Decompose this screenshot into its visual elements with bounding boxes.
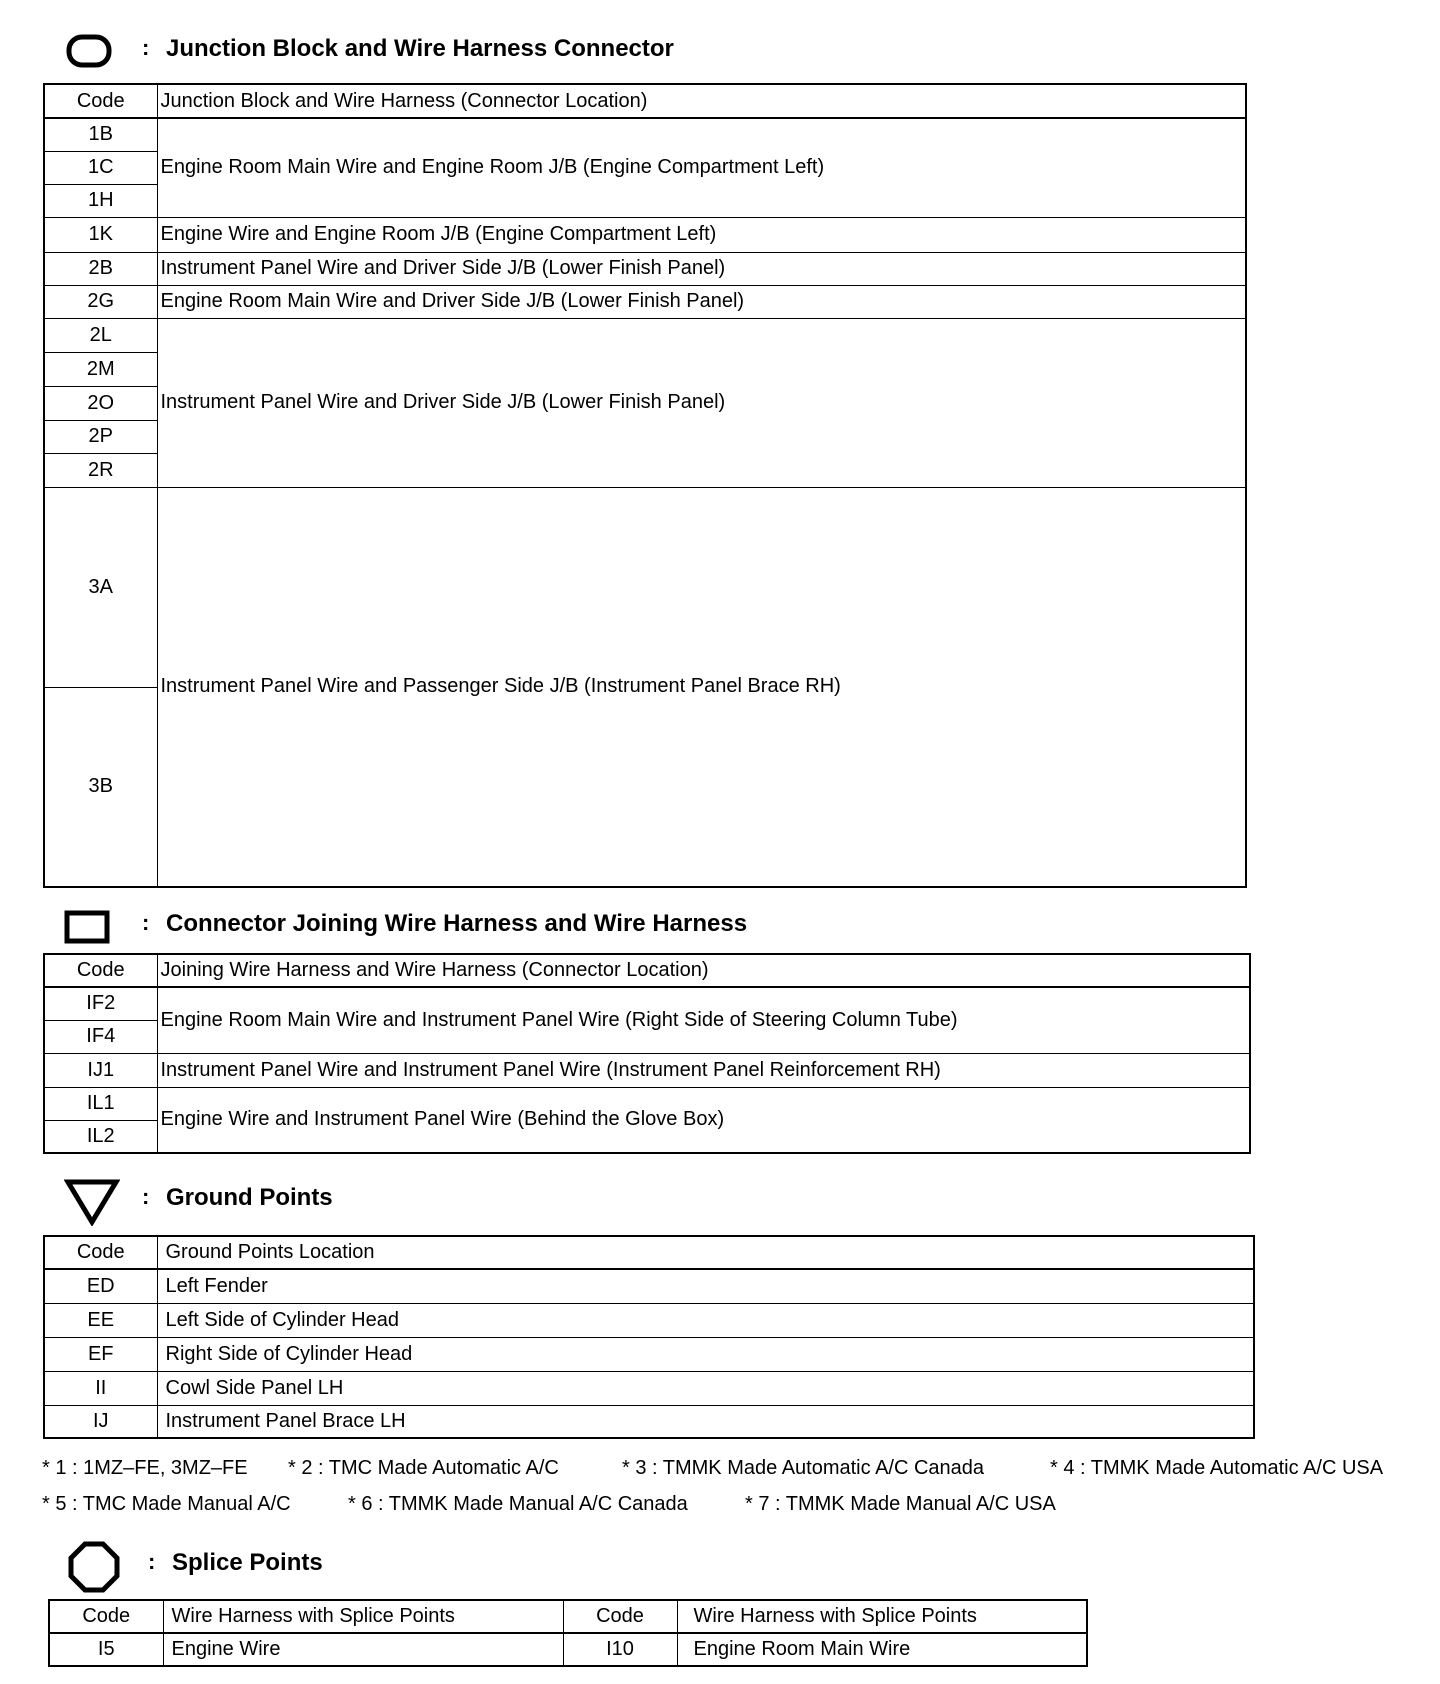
location-cell: Instrument Panel Wire and Passenger Side J/B (Instrument Panel Brace RH) bbox=[157, 487, 1246, 887]
code-cell: 1B bbox=[44, 118, 157, 151]
joining-table bbox=[43, 953, 1251, 1154]
code-cell: IJ1 bbox=[44, 1053, 157, 1087]
code-cell: 2R bbox=[44, 453, 157, 487]
code-cell: IF2 bbox=[44, 987, 157, 1020]
table-row bbox=[44, 285, 1246, 318]
table-header-row bbox=[44, 954, 1250, 987]
location-cell: Left Fender bbox=[157, 1269, 1254, 1303]
table-row bbox=[44, 118, 1246, 151]
octagon-icon bbox=[68, 1541, 120, 1593]
splice-colon: : bbox=[148, 1549, 156, 1574]
code-header: Code bbox=[44, 84, 157, 118]
footnote: * 2 : TMC Made Automatic A/C bbox=[288, 1457, 559, 1479]
table-row bbox=[44, 987, 1250, 1020]
table-header-row bbox=[44, 1236, 1254, 1269]
code-header: Code bbox=[563, 1600, 677, 1633]
code-cell: EF bbox=[44, 1337, 157, 1371]
location-cell: Engine Room Main Wire and Driver Side J/B (Lower Finish Panel) bbox=[157, 285, 1246, 318]
code-cell: 1H bbox=[44, 184, 157, 217]
square-icon bbox=[64, 910, 110, 944]
footnote: * 7 : TMMK Made Manual A/C USA bbox=[745, 1493, 1056, 1515]
location-cell: Engine Wire and Instrument Panel Wire (Behind the Glove Box) bbox=[157, 1087, 1250, 1153]
code-header: Code bbox=[44, 1236, 157, 1269]
footnote: * 3 : TMMK Made Automatic A/C Canada bbox=[622, 1457, 985, 1479]
splice-section-header bbox=[0, 1535, 900, 1595]
location-header: Junction Block and Wire Harness (Connector Location) bbox=[157, 84, 1246, 118]
junction-colon: : bbox=[142, 35, 150, 60]
location-cell: Instrument Panel Wire and Instrument Panel Wire (Instrument Panel Reinforcement RH) bbox=[157, 1053, 1250, 1087]
code-cell: EE bbox=[44, 1303, 157, 1337]
table-row bbox=[44, 318, 1246, 352]
code-cell: 3A bbox=[44, 487, 157, 687]
location-header: Ground Points Location bbox=[157, 1236, 1254, 1269]
code-cell: 1K bbox=[44, 217, 157, 252]
table-row bbox=[44, 1053, 1250, 1087]
table-header-row bbox=[49, 1600, 1087, 1633]
wire-harness-header: Wire Harness with Splice Points bbox=[163, 1600, 563, 1633]
table-row bbox=[44, 1371, 1254, 1405]
code-header: Code bbox=[49, 1600, 163, 1633]
junction-section-header bbox=[0, 0, 900, 80]
ground-colon: : bbox=[142, 1184, 150, 1209]
location-cell: Instrument Panel Wire and Driver Side J/B (Lower Finish Panel) bbox=[157, 318, 1246, 487]
wire-harness-cell: Engine Room Main Wire bbox=[677, 1633, 1087, 1666]
triangle-down-icon bbox=[64, 1178, 120, 1226]
ground-section-header bbox=[0, 1170, 900, 1230]
table-row bbox=[44, 487, 1246, 687]
table-row bbox=[44, 1303, 1254, 1337]
location-cell: Engine Room Main Wire and Instrument Panel Wire (Right Side of Steering Column Tube) bbox=[157, 987, 1250, 1053]
footnote: * 1 : 1MZ–FE, 3MZ–FE bbox=[42, 1457, 248, 1479]
table-row bbox=[44, 1269, 1254, 1303]
joining-section-header bbox=[0, 900, 900, 950]
joining-section-title: Connector Joining Wire Harness and Wire Harness bbox=[166, 910, 748, 937]
code-cell: IF4 bbox=[44, 1020, 157, 1053]
location-cell: Cowl Side Panel LH bbox=[157, 1371, 1254, 1405]
code-header: Code bbox=[44, 954, 157, 987]
location-header: Joining Wire Harness and Wire Harness (Connector Location) bbox=[157, 954, 1250, 987]
footnote: * 4 : TMMK Made Automatic A/C USA bbox=[1050, 1457, 1384, 1479]
code-cell: 1C bbox=[44, 151, 157, 184]
splice-table bbox=[48, 1599, 1088, 1667]
location-cell: Instrument Panel Wire and Driver Side J/B (Lower Finish Panel) bbox=[157, 252, 1246, 285]
code-cell: II bbox=[44, 1371, 157, 1405]
table-row bbox=[49, 1633, 1087, 1666]
joining-colon: : bbox=[142, 910, 150, 935]
code-cell: I5 bbox=[49, 1633, 163, 1666]
rounded-rectangle-icon bbox=[66, 34, 112, 68]
table-row bbox=[44, 252, 1246, 285]
code-cell: 2M bbox=[44, 352, 157, 386]
code-cell: ED bbox=[44, 1269, 157, 1303]
wire-harness-header: Wire Harness with Splice Points bbox=[677, 1600, 1087, 1633]
table-row bbox=[44, 1337, 1254, 1371]
code-cell: 2G bbox=[44, 285, 157, 318]
code-cell: IL1 bbox=[44, 1087, 157, 1120]
footnote: * 5 : TMC Made Manual A/C bbox=[42, 1493, 291, 1515]
location-cell: Instrument Panel Brace LH bbox=[157, 1405, 1254, 1438]
splice-section-title: Splice Points bbox=[172, 1549, 323, 1576]
location-cell: Right Side of Cylinder Head bbox=[157, 1337, 1254, 1371]
code-cell: IJ bbox=[44, 1405, 157, 1438]
code-cell: 2O bbox=[44, 386, 157, 420]
location-cell: Left Side of Cylinder Head bbox=[157, 1303, 1254, 1337]
wire-harness-cell: Engine Wire bbox=[163, 1633, 563, 1666]
code-cell: 3B bbox=[44, 687, 157, 887]
junction-section-title: Junction Block and Wire Harness Connector bbox=[166, 35, 674, 62]
table-row bbox=[44, 1405, 1254, 1438]
table-row bbox=[44, 1087, 1250, 1120]
ground-section-title: Ground Points bbox=[166, 1184, 333, 1211]
code-cell: 2B bbox=[44, 252, 157, 285]
footnote: * 6 : TMMK Made Manual A/C Canada bbox=[348, 1493, 688, 1515]
code-cell: 2P bbox=[44, 420, 157, 453]
code-cell: 2L bbox=[44, 318, 157, 352]
location-cell: Engine Room Main Wire and Engine Room J/B (Engine Compartment Left) bbox=[157, 118, 1246, 217]
table-header-row bbox=[44, 84, 1246, 118]
code-cell: I10 bbox=[563, 1633, 677, 1666]
junction-table bbox=[43, 83, 1247, 888]
location-cell: Engine Wire and Engine Room J/B (Engine Compartment Left) bbox=[157, 217, 1246, 252]
table-row bbox=[44, 217, 1246, 252]
ground-table bbox=[43, 1235, 1255, 1439]
code-cell: IL2 bbox=[44, 1120, 157, 1153]
